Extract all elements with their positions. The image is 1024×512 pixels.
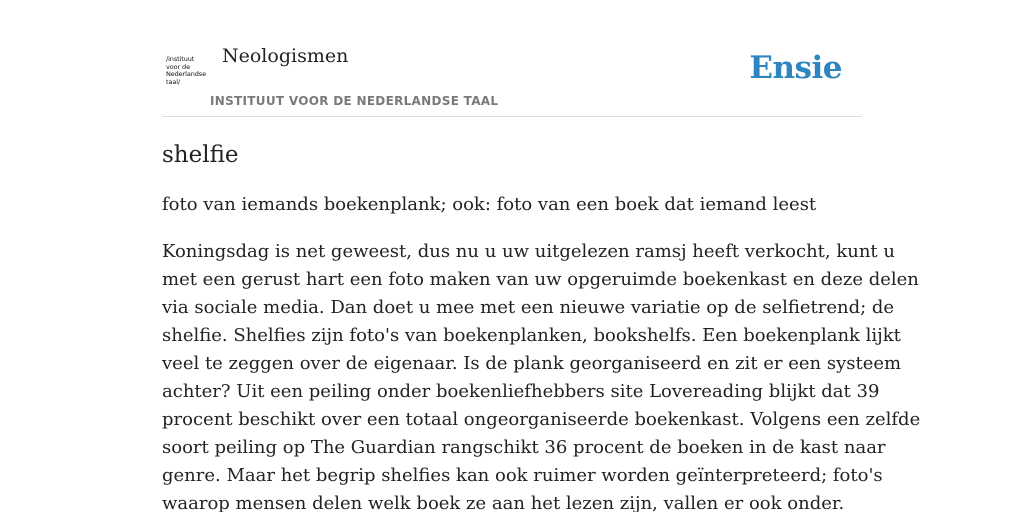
body-line: genre. Maar het begrip shelfies kan ook ruimer worden geïnterpreteerd; foto's [162, 465, 883, 486]
logo-line: taal/ [166, 77, 181, 86]
article [162, 128, 921, 512]
body-line: via sociale media. Dan doet u mee met een nieuwe variatie op de selfietrend; de [162, 297, 895, 318]
logo-line: /instituut [166, 55, 195, 63]
body-line: soort peiling op The Guardian rangschikt 36 procent de boeken in de kast naar [162, 437, 886, 458]
logo-line: Nederlandse [166, 70, 206, 78]
site-header [162, 0, 862, 117]
institute-logo[interactable] [166, 56, 210, 86]
body-line: veel te zeggen over de eigenaar. Is de plank georganiseerd en zit er een systeem [162, 353, 902, 374]
article-body [162, 238, 921, 512]
article-definition: foto van iemands boekenplank; ook: foto van een boek dat iemand leest [162, 194, 817, 215]
body-line: Koningsdag is net geweest, dus nu u uw uitgelezen ramsj heeft verkocht, kunt u [162, 241, 895, 262]
site-title[interactable]: Neologismen [222, 45, 349, 67]
ensie-brand-logo[interactable]: Ensie [749, 50, 842, 86]
logo-line: voor de [166, 62, 190, 71]
body-line: achter? Uit een peiling onder boekenliefhebbers site Lovereading blijkt dat 39 [162, 381, 880, 402]
body-line: shelfie. Shelfies zijn foto's van boekenplanken, bookshelfs. Een boekenplank lijkt [162, 325, 901, 346]
body-line: met een gerust hart een foto maken van uw opgeruimde boekenkast en deze delen [162, 269, 919, 290]
body-line: procent beschikt over een totaal ongeorganiseerde boekenkast. Volgens een zelfde [162, 409, 921, 430]
site-subtitle: INSTITUUT VOOR DE NEDERLANDSE TAAL [210, 94, 499, 108]
article-title: shelfie [162, 142, 239, 168]
body-line: waarop mensen delen welk boek ze aan het lezen zijn, vallen er ook onder. [162, 493, 845, 512]
